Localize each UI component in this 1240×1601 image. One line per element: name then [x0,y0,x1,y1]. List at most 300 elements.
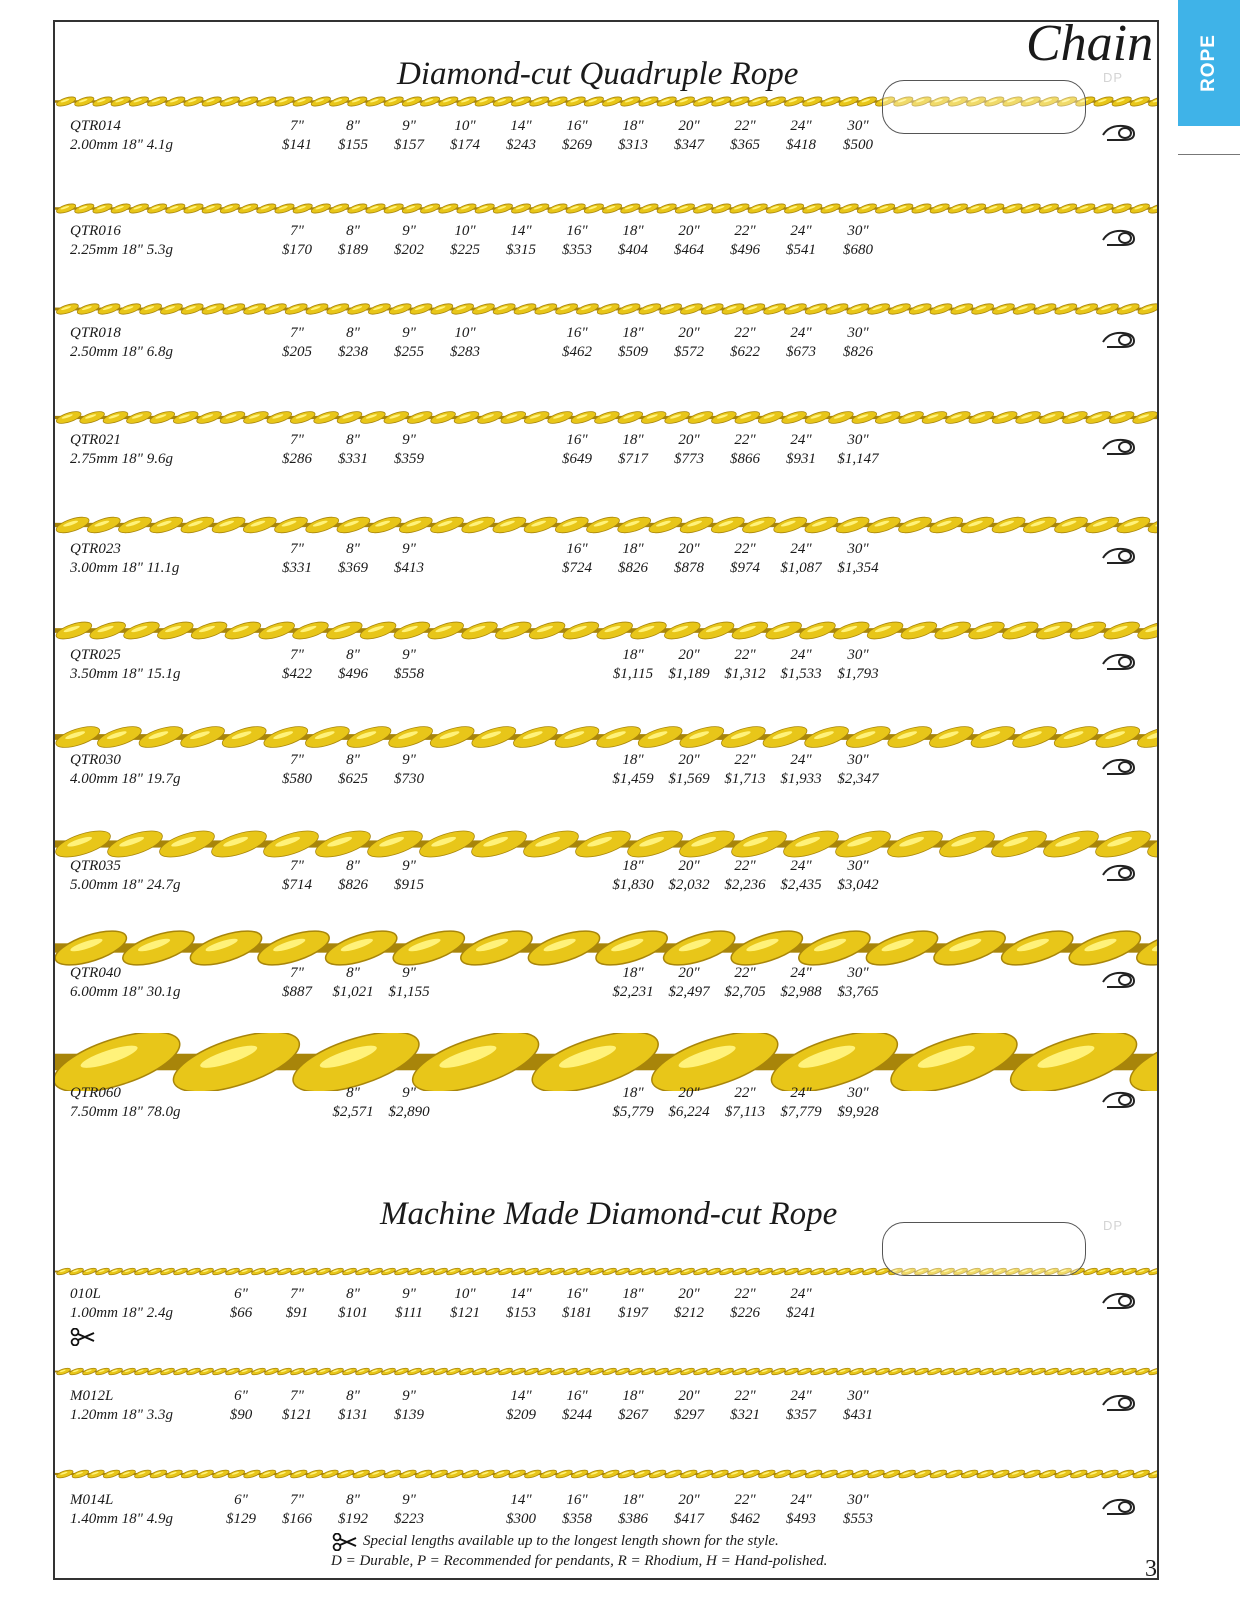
length-label: 24" [790,1286,812,1302]
length-label: 24" [790,752,812,768]
price-value: $121 [450,1305,480,1321]
section-title-machine-made-rope: Machine Made Diamond-cut Rope [380,1196,838,1232]
product-spec: 1.00mm 18" 2.4g [70,1305,173,1321]
price-value: $1,459 [612,771,654,787]
length-label: 18" [622,118,644,134]
length-label: 9" [402,647,416,663]
length-label: 30" [847,752,869,768]
length-label: 20" [678,647,700,663]
price-value: $5,779 [612,1104,654,1120]
length-label: 24" [790,1388,812,1404]
product-code: QTR021 [70,432,121,448]
length-label: 22" [734,223,756,239]
price-value: $1,147 [837,451,879,467]
length-label: 24" [790,118,812,134]
price-value: $2,347 [837,771,879,787]
length-label: 9" [402,541,416,557]
length-label: 7" [290,752,304,768]
length-label: 16" [566,432,588,448]
product-spec: 1.40mm 18" 4.9g [70,1511,173,1527]
length-label: 7" [290,541,304,557]
length-label: 18" [622,965,644,981]
product-spec: 5.00mm 18" 24.7g [70,877,181,893]
price-value: $773 [674,451,704,467]
length-label: 24" [790,325,812,341]
price-value: $417 [674,1511,704,1527]
length-label: 20" [678,223,700,239]
price-value: $321 [730,1407,760,1423]
product-spec: 3.00mm 18" 11.1g [70,560,180,576]
price-value: $887 [282,984,312,1000]
price-value: $826 [843,344,873,360]
price-value: $931 [786,451,816,467]
price-value: $2,032 [668,877,710,893]
product-spec: 3.50mm 18" 15.1g [70,666,181,682]
price-value: $212 [674,1305,704,1321]
rope-chain-image [55,828,1157,860]
lobster-clasp-icon [1101,227,1139,247]
length-label: 10" [454,325,476,341]
price-value: $915 [394,877,424,893]
lobster-clasp-icon [1101,1392,1139,1412]
length-label: 30" [847,1492,869,1508]
price-value: $553 [843,1511,873,1527]
length-label: 16" [566,325,588,341]
length-label: 9" [402,1388,416,1404]
length-label: 7" [290,1492,304,1508]
length-label: 7" [290,223,304,239]
price-value: $6,224 [668,1104,710,1120]
length-label: 18" [622,1085,644,1101]
price-value: $558 [394,666,424,682]
price-value: $2,435 [780,877,822,893]
section-title-quadruple-rope: Diamond-cut Quadruple Rope [397,56,799,92]
price-value: $431 [843,1407,873,1423]
price-value: $205 [282,344,312,360]
length-label: 24" [790,432,812,448]
length-label: 7" [290,647,304,663]
price-value: $1,933 [780,771,822,787]
price-value: $353 [562,242,592,258]
price-value: $1,569 [668,771,710,787]
length-label: 10" [454,223,476,239]
length-label: 9" [402,432,416,448]
price-value: $2,988 [780,984,822,1000]
legend-note: D = Durable, P = Recommended for pendants, R = Rhodium, H = Hand-polished. [331,1553,828,1569]
price-value: $91 [285,1305,309,1321]
length-label: 22" [734,541,756,557]
price-value: $2,571 [332,1104,374,1120]
price-value: $462 [730,1511,760,1527]
product-code: M012L [70,1388,114,1404]
length-label: 18" [622,325,644,341]
length-label: 16" [566,541,588,557]
length-label: 8" [346,858,360,874]
price-value: $413 [394,560,424,576]
price-value: $2,705 [724,984,766,1000]
product-spec: 2.00mm 18" 4.1g [70,137,173,153]
page-frame [53,20,1159,1580]
length-label: 30" [847,858,869,874]
rope-chain-image [55,513,1157,537]
length-label: 8" [346,1286,360,1302]
price-value: $315 [506,242,536,258]
price-value: $3,765 [837,984,879,1000]
length-label: 24" [790,965,812,981]
price-value: $347 [674,137,704,153]
length-label: 20" [678,432,700,448]
length-label: 18" [622,223,644,239]
price-value: $369 [338,560,368,576]
length-label: 7" [290,858,304,874]
scissors-icon [70,1328,96,1346]
price-value: $730 [394,771,424,787]
length-label: 22" [734,1286,756,1302]
price-value: $225 [450,242,480,258]
price-value: $386 [618,1511,648,1527]
price-value: $1,312 [724,666,766,682]
lobster-clasp-icon [1101,436,1139,456]
product-code: QTR040 [70,965,121,981]
price-value: $181 [562,1305,592,1321]
price-value: $313 [618,137,648,153]
product-code: QTR023 [70,541,121,557]
price-value: $241 [786,1305,816,1321]
lobster-clasp-icon [1101,329,1139,349]
length-label: 22" [734,858,756,874]
length-label: 20" [678,541,700,557]
price-value: $174 [450,137,480,153]
price-value: $826 [338,877,368,893]
price-value: $625 [338,771,368,787]
price-value: $7,113 [724,1104,766,1120]
price-value: $226 [730,1305,760,1321]
price-value: $359 [394,451,424,467]
price-value: $90 [229,1407,253,1423]
price-value: $462 [562,344,592,360]
price-value: $358 [562,1511,592,1527]
length-label: 9" [402,1492,416,1508]
rope-chain-image [55,1033,1157,1091]
price-value: $365 [730,137,760,153]
price-value: $357 [786,1407,816,1423]
length-label: 7" [290,1286,304,1302]
price-value: $157 [394,137,424,153]
product-code: QTR018 [70,325,121,341]
length-label: 16" [566,118,588,134]
length-label: 30" [847,118,869,134]
length-label: 8" [346,118,360,134]
length-label: 6" [234,1286,248,1302]
lobster-clasp-icon [1101,756,1139,776]
price-value: $2,231 [612,984,654,1000]
product-code: QTR060 [70,1085,121,1101]
price-value: $129 [226,1511,256,1527]
price-value: $283 [450,344,480,360]
price-value: $3,042 [837,877,879,893]
length-label: 20" [678,752,700,768]
price-value: $866 [730,451,760,467]
price-value: $202 [394,242,424,258]
price-value: $101 [338,1305,368,1321]
length-label: 20" [678,1085,700,1101]
price-value: $297 [674,1407,704,1423]
length-label: 22" [734,1388,756,1404]
product-spec: 6.00mm 18" 30.1g [70,984,181,1000]
length-label: 8" [346,647,360,663]
price-value: $500 [843,137,873,153]
lobster-clasp-icon [1101,1496,1139,1516]
price-value: $243 [506,137,536,153]
length-label: 30" [847,1388,869,1404]
length-label: 16" [566,1286,588,1302]
length-label: 16" [566,1388,588,1404]
dp-badge: DP [1103,1218,1124,1233]
length-label: 20" [678,325,700,341]
rope-chain-image [55,199,1157,218]
length-label: 20" [678,1388,700,1404]
price-value: $541 [786,242,816,258]
product-code: 010L [70,1286,101,1302]
price-value: $1,533 [780,666,822,682]
price-value: $572 [674,344,704,360]
price-value: $66 [229,1305,253,1321]
length-label: 22" [734,325,756,341]
price-value: $649 [562,451,592,467]
price-value: $153 [506,1305,536,1321]
price-value: $1,354 [837,560,879,576]
rope-chain-image [55,1363,1157,1380]
length-label: 9" [402,1286,416,1302]
rope-chain-image [55,723,1157,751]
length-label: 24" [790,541,812,557]
dp-badge: DP [1103,70,1124,85]
price-value: $878 [674,560,704,576]
product-code: M014L [70,1492,114,1508]
length-label: 18" [622,752,644,768]
price-value: $496 [730,242,760,258]
price-value: $170 [282,242,312,258]
zoom-detail-oval [882,80,1086,134]
length-label: 8" [346,965,360,981]
price-value: $269 [562,137,592,153]
price-value: $717 [618,451,648,467]
price-value: $580 [282,771,312,787]
length-label: 16" [566,1492,588,1508]
length-label: 24" [790,223,812,239]
price-value: $974 [730,560,760,576]
lobster-clasp-icon [1101,1290,1139,1310]
length-label: 20" [678,118,700,134]
length-label: 9" [402,223,416,239]
product-code: QTR035 [70,858,121,874]
price-value: $422 [282,666,312,682]
price-value: $300 [506,1511,536,1527]
length-label: 7" [290,432,304,448]
length-label: 18" [622,858,644,874]
length-label: 24" [790,1085,812,1101]
section-tab[interactable] [1178,0,1240,126]
tab-divider [1178,154,1240,155]
price-value: $496 [338,666,368,682]
rope-chain-image [55,929,1157,967]
price-value: $197 [618,1305,648,1321]
length-label: 14" [510,118,532,134]
price-value: $267 [618,1407,648,1423]
length-label: 8" [346,541,360,557]
length-label: 10" [454,1286,476,1302]
length-label: 8" [346,1492,360,1508]
price-value: $244 [562,1407,592,1423]
length-label: 8" [346,325,360,341]
price-value: $1,087 [780,560,822,576]
lobster-clasp-icon [1101,969,1139,989]
length-label: 30" [847,432,869,448]
length-label: 7" [290,1388,304,1404]
length-label: 20" [678,965,700,981]
price-value: $2,890 [388,1104,430,1120]
length-label: 16" [566,223,588,239]
price-value: $331 [338,451,368,467]
zoom-detail-oval [882,1222,1086,1276]
rope-chain-image [55,299,1157,319]
length-label: 9" [402,1085,416,1101]
length-label: 14" [510,223,532,239]
length-label: 20" [678,1286,700,1302]
page-number: 3 [1145,1556,1157,1582]
category-title: Chain [1026,15,1154,72]
length-label: 18" [622,1388,644,1404]
special-lengths-note: Special lengths available up to the longest length shown for the style. [363,1533,779,1549]
price-value: $1,713 [724,771,766,787]
price-value: $111 [395,1305,423,1321]
price-value: $464 [674,242,704,258]
price-value: $286 [282,451,312,467]
length-label: 20" [678,858,700,874]
length-label: 9" [402,752,416,768]
price-value: $1,189 [668,666,710,682]
product-spec: 4.00mm 18" 19.7g [70,771,181,787]
price-value: $493 [786,1511,816,1527]
price-value: $724 [562,560,592,576]
length-label: 14" [510,1492,532,1508]
price-value: $189 [338,242,368,258]
price-value: $141 [282,137,312,153]
length-label: 30" [847,541,869,557]
length-label: 30" [847,325,869,341]
length-label: 7" [290,325,304,341]
length-label: 30" [847,223,869,239]
rope-chain-image [55,618,1157,643]
price-value: $121 [282,1407,312,1423]
length-label: 18" [622,541,644,557]
price-value: $680 [843,242,873,258]
price-value: $9,928 [837,1104,879,1120]
product-spec: 7.50mm 18" 78.0g [70,1104,181,1120]
length-label: 30" [847,647,869,663]
price-value: $2,236 [724,877,766,893]
length-label: 18" [622,647,644,663]
product-code: QTR016 [70,223,121,239]
price-value: $209 [506,1407,536,1423]
product-code: QTR030 [70,752,121,768]
length-label: 22" [734,965,756,981]
product-spec: 2.50mm 18" 6.8g [70,344,173,360]
length-label: 6" [234,1492,248,1508]
price-value: $155 [338,137,368,153]
length-label: 8" [346,223,360,239]
price-value: $192 [338,1511,368,1527]
price-value: $331 [282,560,312,576]
price-value: $1,830 [612,877,654,893]
price-value: $1,115 [612,666,654,682]
length-label: 10" [454,118,476,134]
length-label: 18" [622,1286,644,1302]
lobster-clasp-icon [1101,862,1139,882]
length-label: 22" [734,752,756,768]
price-value: $2,497 [668,984,710,1000]
length-label: 24" [790,1492,812,1508]
price-value: $223 [394,1511,424,1527]
length-label: 6" [234,1388,248,1404]
price-value: $1,155 [388,984,430,1000]
length-label: 18" [622,1492,644,1508]
length-label: 9" [402,118,416,134]
length-label: 8" [346,752,360,768]
length-label: 18" [622,432,644,448]
length-label: 9" [402,325,416,341]
product-spec: 2.75mm 18" 9.6g [70,451,173,467]
price-value: $714 [282,877,312,893]
price-value: $1,793 [837,666,879,682]
product-spec: 1.20mm 18" 3.3g [70,1407,173,1423]
rope-chain-image [55,1465,1157,1483]
price-value: $826 [618,560,648,576]
length-label: 22" [734,647,756,663]
length-label: 8" [346,432,360,448]
price-value: $1,021 [332,984,374,1000]
price-value: $166 [282,1511,312,1527]
length-label: 22" [734,118,756,134]
length-label: 8" [346,1388,360,1404]
price-value: $139 [394,1407,424,1423]
product-spec: 2.25mm 18" 5.3g [70,242,173,258]
length-label: 8" [346,1085,360,1101]
length-label: 14" [510,1286,532,1302]
length-label: 9" [402,965,416,981]
lobster-clasp-icon [1101,1089,1139,1109]
lobster-clasp-icon [1101,122,1139,142]
lobster-clasp-icon [1101,545,1139,565]
length-label: 22" [734,432,756,448]
price-value: $255 [394,344,424,360]
length-label: 20" [678,1492,700,1508]
scissors-icon [332,1533,358,1551]
product-code: QTR025 [70,647,121,663]
price-value: $238 [338,344,368,360]
length-label: 24" [790,647,812,663]
length-label: 9" [402,858,416,874]
price-value: $404 [618,242,648,258]
price-value: $622 [730,344,760,360]
price-value: $418 [786,137,816,153]
price-value: $509 [618,344,648,360]
length-label: 24" [790,858,812,874]
length-label: 22" [734,1085,756,1101]
price-value: $131 [338,1407,368,1423]
length-label: 30" [847,965,869,981]
price-value: $673 [786,344,816,360]
